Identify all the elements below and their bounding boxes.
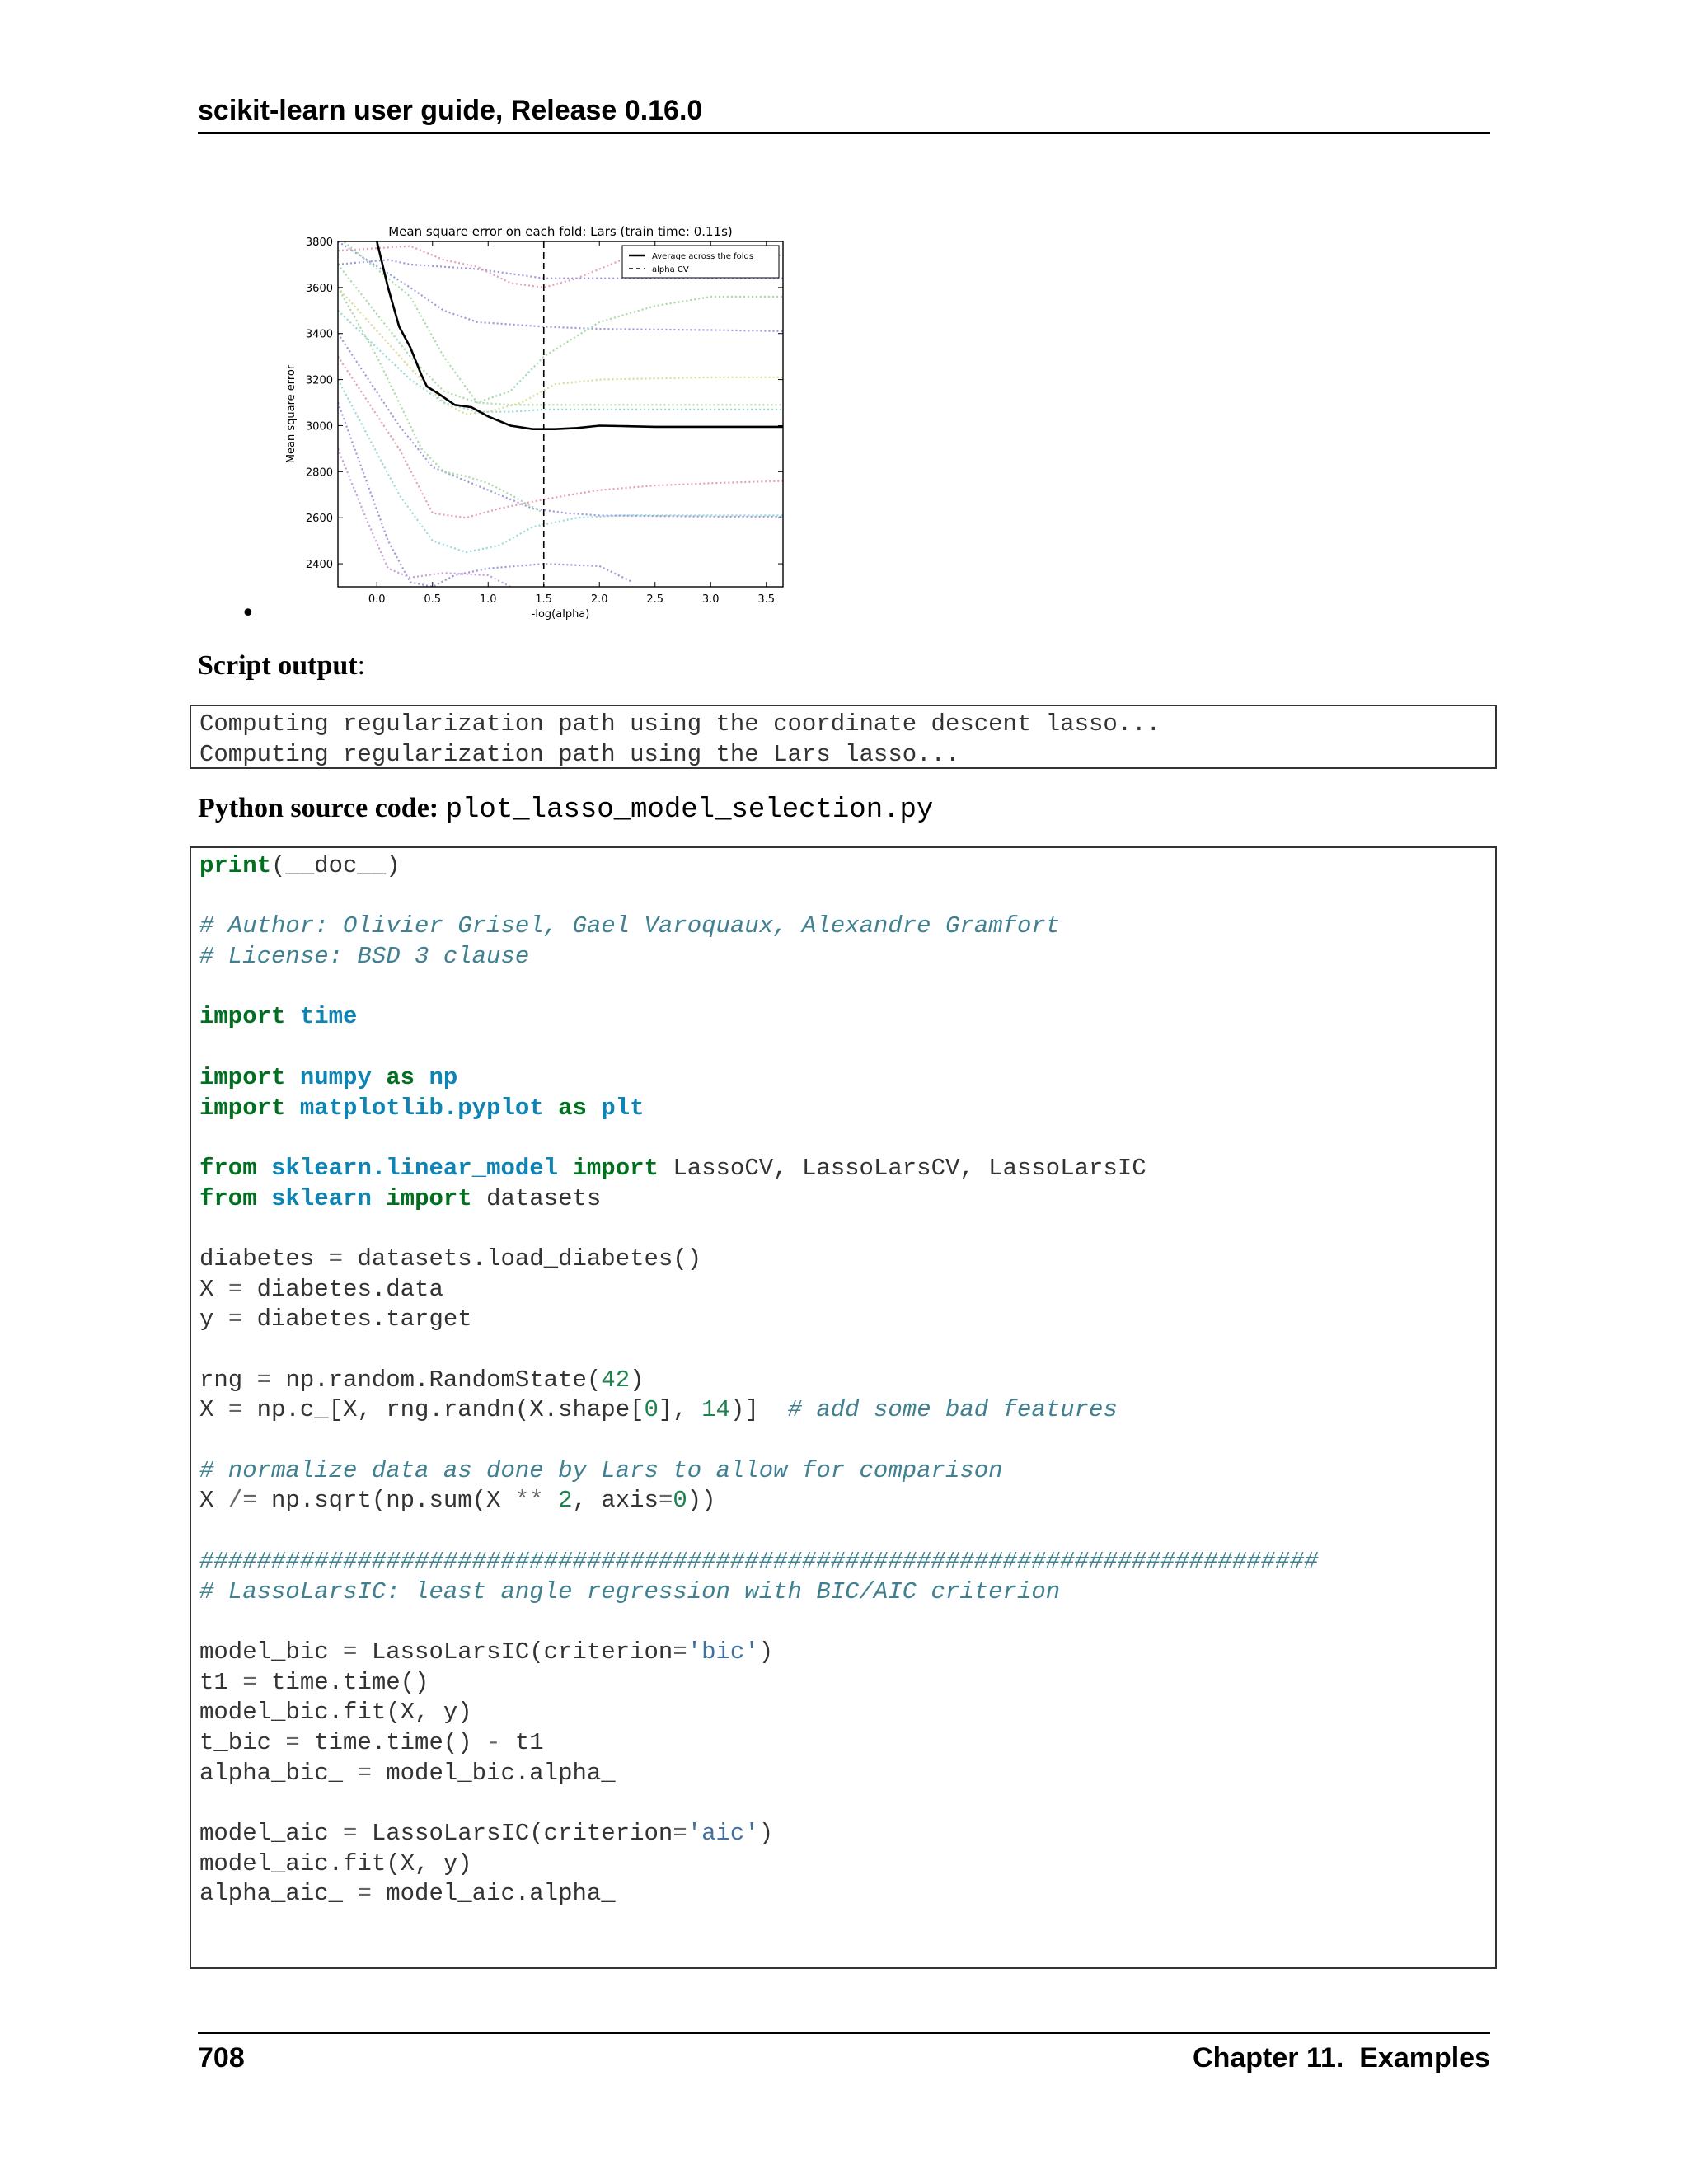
code-token: print <box>199 852 272 879</box>
x-tick-label: 2.5 <box>646 593 664 606</box>
code-token: as <box>386 1063 415 1091</box>
code-line <box>199 1486 1487 1516</box>
code-token: import <box>199 1003 286 1031</box>
fold-line <box>338 288 783 415</box>
code-line <box>199 1426 1487 1456</box>
code-token <box>558 1155 572 1182</box>
code-line <box>199 1033 1487 1063</box>
code-token: LassoLarsIC(criterion <box>357 1820 673 1847</box>
code-token <box>285 1003 299 1030</box>
y-tick-label: 3800 <box>305 237 333 249</box>
code-token: alpha_bic_ <box>199 1759 358 1787</box>
code-token: rng <box>199 1366 257 1394</box>
code-token: LassoCV, LassoLarsCV, LassoLarsIC <box>658 1154 1146 1182</box>
script-output-heading <box>198 650 365 682</box>
code-token: = <box>357 1759 372 1787</box>
code-token: # normalize data as done by Lars to allow for comparison <box>199 1456 1003 1484</box>
y-tick-label: 2800 <box>305 466 333 480</box>
code-token: # License: BSD 3 clause <box>199 943 530 971</box>
code-token: ) <box>758 1638 774 1666</box>
code-line <box>199 1759 1487 1789</box>
chart-title: Mean square error on each fold: Lars (train time: 0.11s) <box>388 224 733 239</box>
y-tick-label: 2400 <box>305 559 333 572</box>
code-line <box>199 1456 1487 1487</box>
x-tick-label: 1.5 <box>535 593 553 606</box>
code-token <box>257 1155 271 1182</box>
code-token: ], <box>658 1396 702 1424</box>
code-line <box>199 1819 1487 1849</box>
code-token: X <box>199 1487 228 1515</box>
page-number: 708 <box>198 2042 245 2074</box>
x-axis-label: -log(alpha) <box>531 608 590 621</box>
lars-mse-chart <box>272 218 816 630</box>
code-line <box>199 1275 1487 1305</box>
code-token: as <box>558 1094 587 1122</box>
x-tick-label: 0.5 <box>424 593 442 606</box>
code-token: diabetes <box>199 1244 329 1272</box>
code-token: import <box>386 1184 472 1212</box>
code-token: /= <box>227 1487 257 1515</box>
code-token: model_aic.fit(X, y) <box>199 1849 472 1877</box>
code-line <box>199 1879 1487 1910</box>
code-token: import <box>199 1063 286 1091</box>
cv-error-figure <box>272 218 816 630</box>
code-token: = <box>227 1305 243 1333</box>
code-token: ) <box>758 1820 774 1847</box>
script-output-block <box>190 705 1497 769</box>
code-token: datasets <box>471 1184 602 1212</box>
code-line <box>199 1002 1487 1033</box>
code-token: sklearn <box>271 1184 372 1212</box>
code-line <box>199 972 1487 1003</box>
y-tick-label: 3400 <box>305 328 333 341</box>
code-token: 'aic' <box>687 1820 759 1847</box>
code-token <box>285 1094 299 1122</box>
code-token: plt <box>601 1094 645 1122</box>
code-token: datasets.load_diabetes() <box>343 1244 702 1272</box>
code-line <box>199 1516 1487 1547</box>
code-line <box>199 1366 1487 1396</box>
code-token: = <box>227 1275 243 1303</box>
code-token: 42 <box>601 1366 631 1394</box>
code-line <box>199 1123 1487 1154</box>
code-line <box>199 1214 1487 1244</box>
code-token: import <box>199 1094 286 1122</box>
legend-label-alpha-cv: alpha CV <box>652 265 689 274</box>
fold-line <box>338 403 633 588</box>
code-token: sklearn.linear_model <box>271 1154 559 1182</box>
x-tick-label: 3.5 <box>757 593 776 606</box>
code-line <box>199 1788 1487 1819</box>
code-token <box>257 1185 271 1212</box>
code-line <box>199 1577 1487 1608</box>
y-tick-label: 3600 <box>305 282 333 295</box>
running-header <box>198 91 1490 134</box>
code-token: X <box>199 1275 228 1303</box>
code-token: ############################################################################## <box>199 1547 1319 1575</box>
code-line <box>199 1244 1487 1275</box>
code-token: # LassoLarsIC: least angle regression with BIC/AIC criterion <box>199 1577 1061 1605</box>
code-line <box>199 1668 1487 1699</box>
code-line <box>199 1154 1487 1184</box>
code-token: from <box>199 1154 257 1182</box>
code-line <box>199 1698 1487 1728</box>
code-token <box>544 1094 558 1122</box>
x-tick-label: 1.0 <box>479 593 497 606</box>
code-token: )] <box>729 1396 788 1424</box>
code-token: t1 <box>500 1728 544 1756</box>
fold-line <box>338 265 783 405</box>
output-line: Computing regularization path using the Lars lasso... <box>199 740 960 768</box>
source-label: Python source code: <box>198 793 439 823</box>
code-token: ) <box>630 1366 645 1394</box>
code-token: time.time() <box>299 1728 487 1756</box>
fold-line <box>338 380 783 552</box>
script-output-colon: : <box>357 650 366 681</box>
x-tick-label: 3.0 <box>701 593 720 606</box>
code-token: model_aic <box>199 1820 344 1847</box>
fold-line <box>338 357 783 518</box>
code-token <box>372 1064 386 1091</box>
chapter-title: Chapter 11. Examples <box>1193 2042 1490 2074</box>
code-token: time <box>299 1003 358 1031</box>
code-token: 2 <box>558 1487 573 1515</box>
code-token: = <box>343 1638 358 1666</box>
code-token: - <box>486 1728 501 1756</box>
code-token: = <box>227 1396 243 1424</box>
code-token: # Author: Olivier Grisel, Gael Varoquaux, Alexandre Gramfort <box>199 912 1061 940</box>
y-tick-label: 3200 <box>305 374 333 387</box>
code-token: = <box>328 1244 344 1272</box>
code-line <box>199 1849 1487 1880</box>
page-footer <box>198 2032 1490 2074</box>
code-token: = <box>285 1728 300 1756</box>
source-filename: plot_lasso_model_selection.py <box>445 794 934 826</box>
y-tick-label: 3000 <box>305 420 333 434</box>
code-token: np.random.RandomState( <box>271 1366 602 1394</box>
running-header-title: scikit-learn user guide, Release 0.16.0 <box>198 95 703 126</box>
code-token: ** <box>514 1487 544 1515</box>
source-heading <box>198 793 933 826</box>
code-token <box>372 1185 386 1212</box>
code-token: )) <box>687 1487 716 1515</box>
code-token: (__doc__) <box>271 852 401 879</box>
code-token: = <box>242 1668 257 1696</box>
code-token: diabetes.data <box>242 1275 443 1303</box>
code-line <box>199 882 1487 912</box>
code-token: 'bic' <box>687 1638 759 1666</box>
code-token: = <box>658 1487 673 1515</box>
code-line <box>199 1395 1487 1426</box>
fold-line <box>338 448 510 587</box>
code-token: = <box>343 1820 358 1847</box>
code-token: np.c_[X, rng.randn(X.shape[ <box>242 1396 645 1424</box>
code-token: , axis <box>572 1487 659 1515</box>
code-line <box>199 1335 1487 1366</box>
code-token: X <box>199 1396 228 1424</box>
code-line <box>199 1607 1487 1638</box>
code-line <box>199 1638 1487 1668</box>
code-token: from <box>199 1184 257 1212</box>
code-token: LassoLarsIC(criterion <box>357 1638 673 1666</box>
code-token: = <box>673 1820 687 1847</box>
code-token <box>415 1064 429 1091</box>
code-line <box>199 851 1487 882</box>
y-axis-label: Mean square error <box>285 364 298 464</box>
source-code-block <box>190 846 1497 1969</box>
code-line <box>199 1547 1487 1577</box>
plot-frame <box>338 241 783 587</box>
code-line <box>199 1063 1487 1094</box>
x-tick-label: 0.0 <box>368 593 386 606</box>
code-token: matplotlib.pyplot <box>299 1094 544 1122</box>
code-line <box>199 1305 1487 1335</box>
legend-box <box>622 246 779 278</box>
code-token <box>544 1487 558 1514</box>
code-token: np.sqrt(np.sum(X <box>256 1487 515 1515</box>
code-token <box>587 1094 601 1122</box>
code-token: 14 <box>701 1396 730 1424</box>
code-token: model_aic.alpha_ <box>371 1880 616 1908</box>
code-line <box>199 912 1487 942</box>
code-token: model_bic <box>199 1638 344 1666</box>
code-token: t1 <box>199 1668 243 1696</box>
code-token: t_bic <box>199 1728 286 1756</box>
code-token: = <box>256 1366 272 1394</box>
code-token: # add some bad features <box>787 1396 1118 1424</box>
code-line <box>199 942 1487 972</box>
code-token: y <box>199 1305 228 1333</box>
code-line <box>199 1184 1487 1215</box>
code-token: model_bic.fit(X, y) <box>199 1699 472 1727</box>
code-token: diabetes.target <box>242 1305 472 1333</box>
code-token: 0 <box>644 1396 659 1424</box>
list-bullet: • <box>241 599 256 628</box>
output-line: Computing regularization path using the coordinate descent lasso... <box>199 710 1160 738</box>
code-line <box>199 1094 1487 1124</box>
code-token: np <box>429 1063 458 1091</box>
plot-lines <box>338 237 783 587</box>
legend-label-average: Average across the folds <box>652 252 754 261</box>
code-token: import <box>572 1154 659 1182</box>
code-token: alpha_aic_ <box>199 1880 358 1908</box>
code-token: = <box>357 1880 372 1908</box>
code-token: 0 <box>673 1487 687 1515</box>
y-tick-label: 2600 <box>305 513 333 526</box>
code-token <box>285 1064 299 1091</box>
script-output-label: Script output <box>198 650 358 681</box>
x-tick-label: 2.0 <box>590 593 608 606</box>
code-token: = <box>673 1638 687 1666</box>
code-token: time.time() <box>256 1668 429 1696</box>
code-line <box>199 1728 1487 1759</box>
code-token: numpy <box>299 1063 372 1091</box>
code-token: model_bic.alpha_ <box>371 1759 616 1787</box>
